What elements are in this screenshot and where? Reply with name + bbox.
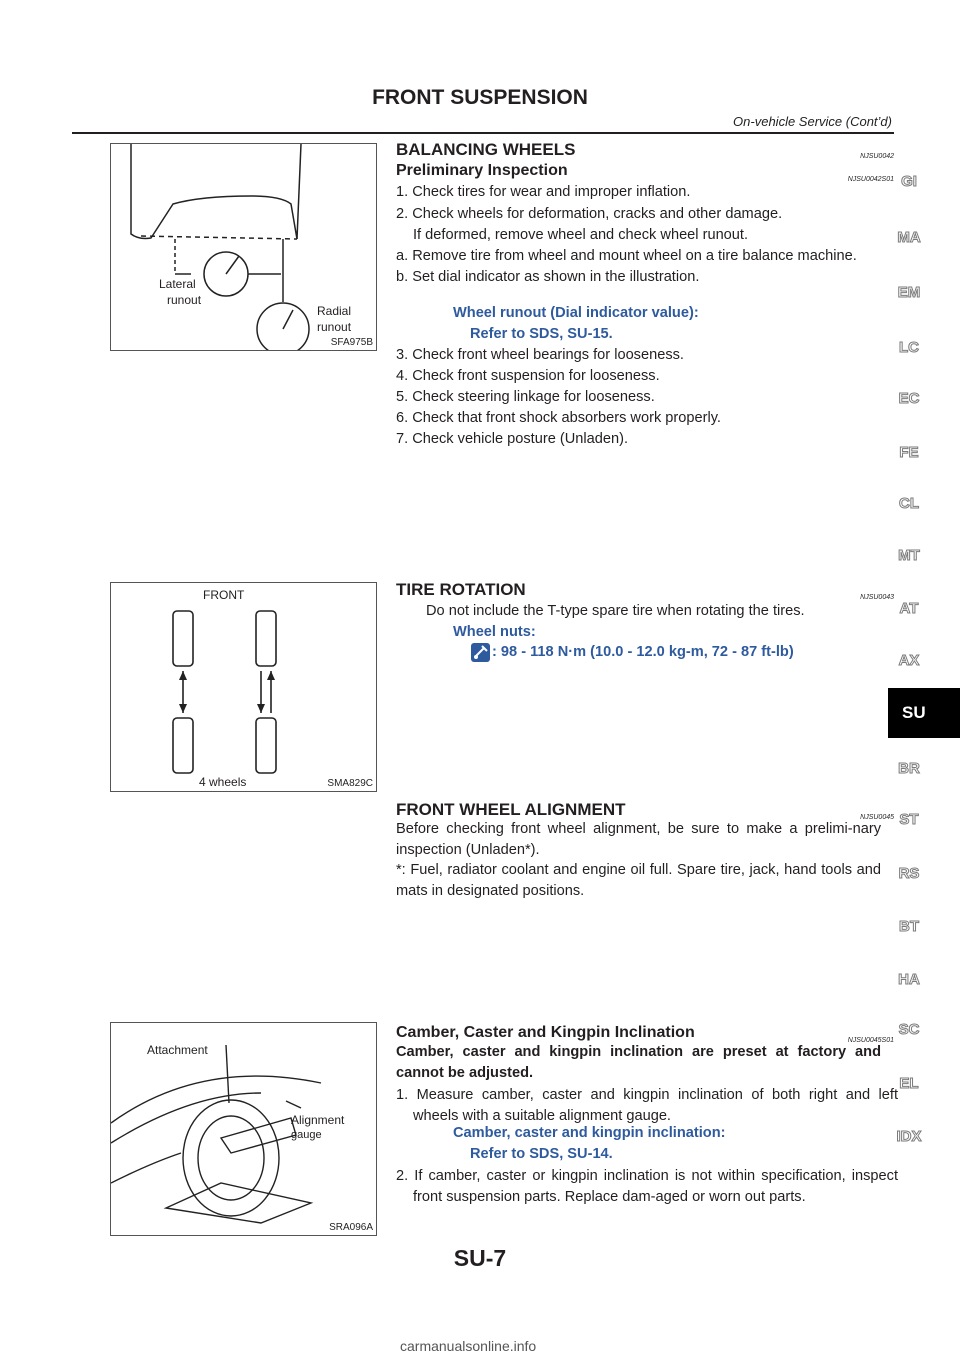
figure-code: SRA096A (329, 1222, 373, 1233)
figure-code: SMA829C (327, 778, 373, 789)
tab-gi[interactable]: GI (901, 173, 917, 190)
tab-idx[interactable]: IDX (896, 1128, 922, 1145)
tab-em[interactable]: EM (897, 284, 921, 301)
step: 7. Check vehicle posture (Unladen). (396, 431, 628, 447)
tab-cl[interactable]: CL (899, 495, 919, 512)
section-title-rotation: TIRE ROTATION (396, 580, 526, 599)
page-title: FRONT SUSPENSION (372, 86, 588, 109)
balancing-steps-2 (396, 345, 881, 450)
spec-label: Camber, caster and kingpin inclination: (453, 1125, 726, 1141)
torque-wrench-icon (471, 643, 490, 662)
tab-lc[interactable]: LC (899, 339, 919, 356)
tab-st[interactable]: ST (899, 811, 919, 828)
tab-rs[interactable]: RS (898, 865, 920, 882)
figure-label: FRONT (203, 588, 245, 602)
figure-label: runout (167, 293, 202, 307)
camber-preset-note: Camber, caster and kingpin inclination are preset at factory and cannot be adjusted. (396, 1044, 881, 1081)
step: b. Set dial indicator as shown in the illustration. (396, 269, 700, 285)
figure-label: runout (317, 320, 352, 334)
tab-sc[interactable]: SC (898, 1021, 920, 1038)
ref-code: NJSU0042 (860, 153, 894, 160)
figure-label: Radial (317, 304, 352, 318)
subsection-title-camber: Camber, Caster and Kingpin Inclination (396, 1024, 695, 1041)
figure-label: 4 wheels (199, 775, 247, 789)
tab-el[interactable]: EL (899, 1075, 919, 1092)
page-number: SU-7 (453, 1245, 507, 1271)
rotation-text: Do not include the T-type spare tire when rotating the tires. (426, 603, 805, 619)
ref-code: NJSU0042S01 (847, 176, 894, 183)
figure-tire-rotation (110, 582, 377, 792)
ref-code: NJSU0043 (860, 594, 894, 601)
step: 3. Check front wheel bearings for looseness. (396, 347, 684, 363)
alignment-text-2: *: Fuel, radiator coolant and engine oil full. Spare tire, jack, hand tools and mats in designated positions. (396, 862, 881, 899)
tab-fe[interactable]: FE (899, 444, 919, 461)
page-subtitle: On-vehicle Service (Cont’d) (733, 114, 892, 129)
watermark: carmanualsonline.info (400, 1338, 537, 1354)
header-rule (72, 132, 894, 134)
subsection-title-preliminary: Preliminary Inspection (396, 162, 568, 179)
step: 6. Check that front shock absorbers work properly. (396, 410, 721, 426)
tab-bt[interactable]: BT (899, 918, 919, 935)
spec-label: Wheel nuts: (453, 624, 536, 640)
figure-wheel-runout (110, 143, 377, 351)
step: If deformed, remove wheel and check wheel runout. (413, 227, 749, 243)
tab-mt[interactable]: MT (898, 547, 920, 564)
spec-value: Refer to SDS, SU-15. (470, 326, 613, 342)
step: 4. Check front suspension for looseness. (396, 368, 660, 384)
tab-br[interactable]: BR (898, 760, 920, 777)
step: 2. Check wheels for deformation, cracks and other damage. (396, 206, 783, 222)
camber-step-1: 1. Measure camber, caster and kingpin inclination of both right and left wheels with a suitable alignment gauge. (396, 1087, 898, 1124)
tire-rotation-illustration (111, 583, 376, 791)
balancing-steps (396, 182, 881, 288)
spec-value: Refer to SDS, SU-14. (470, 1146, 613, 1162)
tab-at[interactable]: AT (899, 600, 919, 617)
figure-label: Alignment (291, 1113, 345, 1127)
tab-ha[interactable]: HA (898, 971, 920, 988)
figure-alignment-gauge (110, 1022, 377, 1236)
figure-code: SFA975B (330, 337, 373, 348)
figure-label: gauge (291, 1129, 322, 1141)
step: 5. Check steering linkage for looseness. (396, 389, 655, 405)
step: a. Remove tire from wheel and mount wheel on a tire balance machine. (396, 248, 857, 264)
tab-su-active[interactable]: SU (888, 688, 960, 738)
camber-step-2: 2. If camber, caster or kingpin inclination is not within specification, inspect front suspension parts. Replace dam-aged or worn out parts. (396, 1168, 898, 1205)
ref-code: NJSU0045S01 (847, 1037, 894, 1044)
step: 1. Check tires for wear and improper inflation. (396, 184, 691, 200)
tab-ma[interactable]: MA (897, 229, 921, 246)
section-title-balancing: BALANCING WHEELS (396, 140, 576, 159)
section-title-alignment: FRONT WHEEL ALIGNMENT (396, 800, 626, 819)
spec-value: : 98 - 118 N·m (10.0 - 12.0 kg-m, 72 - 87 ft-lb) (492, 644, 794, 660)
tab-ec[interactable]: EC (898, 390, 920, 407)
ref-code: NJSU0045 (860, 814, 894, 821)
figure-label: Attachment (147, 1043, 208, 1057)
spec-label: Wheel runout (Dial indicator value): (453, 305, 699, 321)
tab-ax[interactable]: AX (898, 652, 920, 669)
alignment-text-1: Before checking front wheel alignment, be sure to make a prelimi-nary inspection (Unladen*). (396, 821, 881, 858)
figure-label: Lateral (159, 277, 196, 291)
